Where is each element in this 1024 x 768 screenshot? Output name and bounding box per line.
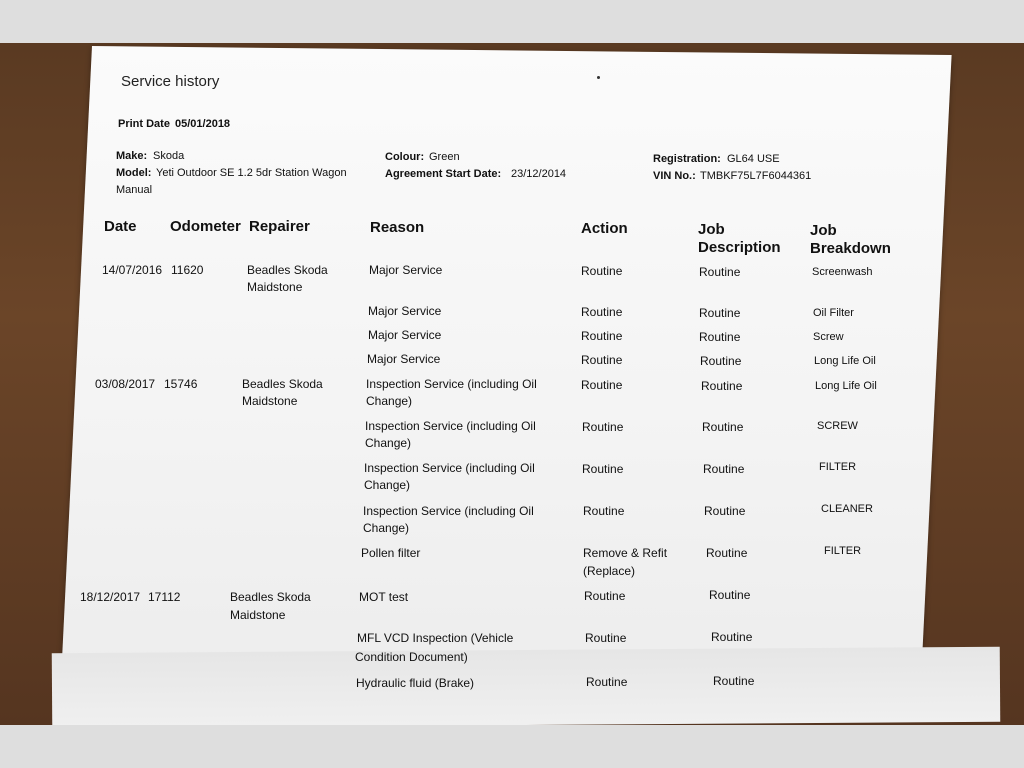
model-value-line2: Manual: [116, 184, 153, 196]
photo-border-bottom: [0, 725, 1024, 768]
colour-value: Green: [429, 151, 460, 163]
header-odometer: Odometer: [170, 218, 241, 235]
row-reason-line2: Change): [365, 436, 412, 450]
row-job-description: Routine: [704, 504, 746, 518]
row-reason-line2: Condition Document): [355, 650, 468, 664]
agreement-start-value: 23/12/2014: [511, 168, 567, 180]
model-value: Yeti Outdoor SE 1.2 5dr Station Wagon: [156, 167, 347, 179]
registration-label: Registration:: [653, 153, 721, 165]
row-odometer: 15746: [164, 377, 198, 391]
row-repairer-line2: Maidstone: [242, 394, 298, 408]
row-job-breakdown: Oil Filter: [813, 307, 854, 319]
row-action: Routine: [582, 420, 624, 434]
make-value: Skoda: [153, 150, 185, 162]
row-reason: Major Service: [367, 352, 441, 366]
row-repairer-line2: Maidstone: [247, 280, 303, 294]
row-job-description: Routine: [699, 265, 741, 279]
row-reason: Inspection Service (including Oil: [363, 504, 534, 518]
header-repairer: Repairer: [249, 218, 310, 235]
header-job-description-line2: Description: [698, 239, 781, 256]
row-reason: Inspection Service (including Oil: [366, 377, 537, 391]
model-label: Model:: [116, 167, 152, 179]
row-odometer: 17112: [148, 590, 181, 604]
row-action: Routine: [585, 631, 627, 645]
paper-fold-section: [52, 647, 1001, 729]
row-repairer: Beadles Skoda: [230, 590, 311, 604]
colour-label: Colour:: [385, 151, 425, 163]
row-action: Remove & Refit: [583, 546, 668, 560]
row-reason: Pollen filter: [361, 546, 421, 560]
row-reason: MOT test: [359, 590, 409, 604]
header-job-breakdown-line2: Breakdown: [810, 240, 891, 257]
row-action: Routine: [581, 353, 623, 367]
row-job-breakdown: Screenwash: [812, 266, 873, 278]
row-action: Routine: [581, 329, 623, 343]
page-title: Service history: [121, 73, 220, 90]
row-job-breakdown: Long Life Oil: [815, 380, 877, 392]
row-date: 18/12/2017: [80, 590, 141, 604]
header-reason: Reason: [370, 219, 425, 236]
row-action: Routine: [583, 504, 625, 518]
row-action: Routine: [586, 675, 628, 689]
registration-value: GL64 USE: [727, 153, 780, 165]
agreement-start-label: Agreement Start Date:: [385, 168, 502, 180]
vin-label: VIN No.:: [653, 170, 696, 182]
row-reason: Major Service: [369, 263, 443, 277]
header-job-breakdown-line1: Job: [810, 222, 837, 239]
row-repairer: Beadles Skoda: [242, 377, 323, 391]
row-reason: MFL VCD Inspection (Vehicle: [357, 631, 514, 645]
row-job-breakdown: FILTER: [819, 461, 857, 473]
row-reason-line2: Change): [364, 478, 411, 492]
photo-border-top: [0, 0, 1024, 43]
row-job-description: Routine: [711, 630, 753, 644]
row-action: Routine: [581, 305, 623, 319]
vin-value: TMBKF75L7F6044361: [700, 170, 812, 182]
row-action-line2: (Replace): [583, 564, 636, 578]
row-date: 14/07/2016: [102, 263, 163, 277]
row-job-breakdown: SCREW: [817, 420, 858, 432]
row-action: Routine: [581, 264, 623, 278]
row-job-description: Routine: [699, 306, 741, 320]
row-odometer: 11620: [171, 263, 204, 277]
header-date: Date: [104, 218, 137, 235]
row-job-breakdown: Screw: [813, 331, 844, 343]
row-job-description: Routine: [699, 330, 741, 344]
speck: [597, 76, 600, 79]
row-reason: Major Service: [368, 304, 442, 318]
row-reason-line2: Change): [366, 394, 413, 408]
row-job-breakdown: FILTER: [824, 545, 862, 557]
row-reason: Inspection Service (including Oil: [365, 419, 536, 433]
row-job-description: Routine: [701, 379, 743, 393]
row-reason: Major Service: [368, 328, 442, 342]
row-reason: Hydraulic fluid (Brake): [356, 676, 475, 690]
header-action: Action: [581, 220, 628, 237]
row-job-description: Routine: [713, 674, 755, 688]
row-job-breakdown: Long Life Oil: [814, 355, 876, 367]
row-repairer: Beadles Skoda: [247, 263, 328, 277]
row-job-description: Routine: [700, 354, 742, 368]
row-job-description: Routine: [703, 462, 745, 476]
row-action: Routine: [582, 462, 624, 476]
row-reason-line2: Change): [363, 521, 410, 535]
row-action: Routine: [584, 589, 626, 603]
row-job-description: Routine: [702, 420, 744, 434]
row-job-description: Routine: [709, 588, 751, 602]
row-reason: Inspection Service (including Oil: [364, 461, 535, 475]
print-date-value: 05/01/2018: [175, 118, 231, 130]
row-action: Routine: [581, 378, 623, 392]
row-job-description: Routine: [706, 546, 748, 560]
make-label: Make:: [116, 150, 148, 162]
row-job-breakdown: CLEANER: [821, 503, 873, 515]
print-date-label: Print Date: [118, 118, 170, 130]
header-job-description-line1: Job: [698, 221, 725, 238]
row-date: 03/08/2017: [95, 377, 156, 391]
row-repairer-line2: Maidstone: [230, 608, 286, 622]
